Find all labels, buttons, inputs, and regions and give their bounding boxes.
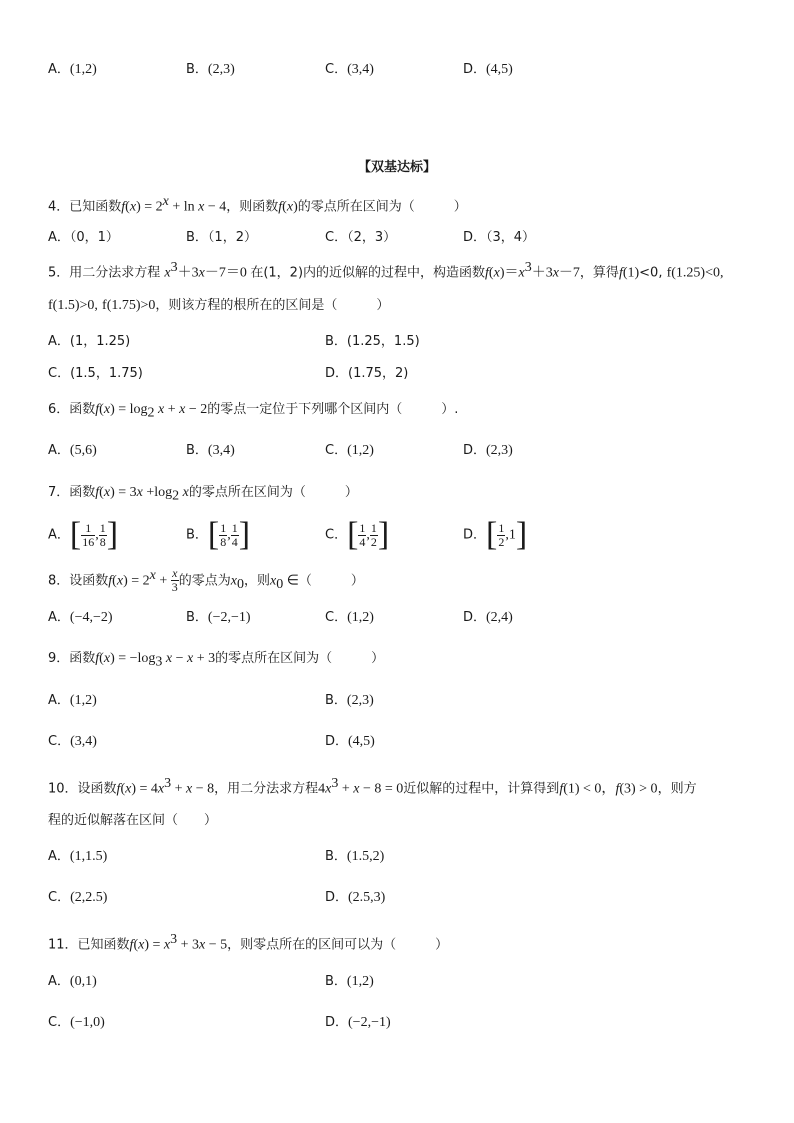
q10-stem-line1: 10．设函数$f(x) = 4x^3 + x - 8$，用二分法求方程$4x^3 + x - 8 = 0$近似解的过程中，计算得到f(1) < 0，f(3) > 0，则方 <box>48 776 697 797</box>
q3-option-b[interactable]: B．(2,3) <box>186 62 235 77</box>
q4-stem: 4．已知函数$f(x) = 2^x + \ln x - 4$，则函数f(x)的零点所在区间为（ ） <box>48 194 467 215</box>
q5-option-d[interactable]: D．(1.75，2) <box>325 366 409 381</box>
q11-option-c[interactable]: C．(−1,0) <box>48 1015 105 1030</box>
section-title: 【双基达标】 <box>357 160 436 175</box>
q6-stem: 6．函数$f(x) = \log_2 x + x - 2$的零点一定位于下列哪个区间内（ ）. <box>48 402 459 421</box>
q3-option-d[interactable]: D．(4,5) <box>463 62 513 77</box>
q6-option-a[interactable]: A．(5,6) <box>48 443 97 458</box>
q7-stem: 7．函数$f(x) = 3x +\log_2$ x的零点所在区间为（ ） <box>48 485 358 504</box>
q5-option-c[interactable]: C．(1.5，1.75) <box>48 366 143 381</box>
q5-stem-line2: f(1.5)>0, f(1.75)>0，则该方程的根所在的区间是（ ） <box>48 298 390 313</box>
q9-option-a[interactable]: A．(1,2) <box>48 693 97 708</box>
q10-stem-line2: 程的近似解落在区间（ ） <box>48 813 218 828</box>
q8-stem: 8．设函数$f(x) = 2^x$ + $\frac{x}{3}$ 的零点为$x_0$，则$x_0$ ∈（ ） <box>48 566 364 595</box>
q8-option-d[interactable]: D．(2,4) <box>463 610 513 625</box>
q11-stem: 11．已知函数$f(x) = x^3 + 3x - 5$，则零点所在的区间可以为（ ） <box>48 932 449 953</box>
q8-option-b[interactable]: B．(−2,−1) <box>186 610 251 625</box>
q5-option-a[interactable]: A．(1，1.25) <box>48 334 131 349</box>
q3-option-a[interactable]: A．(1,2) <box>48 62 97 77</box>
q4-option-b[interactable]: B．（1，2） <box>186 230 257 245</box>
q7-option-c[interactable]: C．[ $\frac{1}{4}$ , $\frac{1}{2}$ ] <box>325 516 390 553</box>
q10-option-a[interactable]: A．(1,1.5) <box>48 849 108 864</box>
q8-option-c[interactable]: C．(1,2) <box>325 610 374 625</box>
q11-option-d[interactable]: D．(−2,−1) <box>325 1015 391 1030</box>
q10-option-b[interactable]: B．(1.5,2) <box>325 849 385 864</box>
q3-option-c[interactable]: C．(3,4) <box>325 62 374 77</box>
q4-option-c[interactable]: C．（2，3） <box>325 230 397 245</box>
q7-option-a[interactable]: A．[ $\frac{1}{16}$ , $\frac{1}{8}$ ] <box>48 516 119 553</box>
q8-option-a[interactable]: A．(−4,−2) <box>48 610 113 625</box>
q9-stem: 9．函数$f(x) = -\log_3$ x − x + 3的零点所在区间为（ ） <box>48 651 385 670</box>
q5-stem-line1: 5．用二分法求方程 $x^3+3x-7=0$ 在(1，2)内的近似解的过程中，构造函数$f(x)=x^3+3x-7$，算得f(1)<0, f(1.25)<0, <box>48 260 724 281</box>
q10-option-d[interactable]: D．(2.5,3) <box>325 890 386 905</box>
q7-option-d[interactable]: D．[ $\frac{1}{2}$ ,1] <box>463 516 528 553</box>
q7-option-b[interactable]: B．[ $\frac{1}{8}$ , $\frac{1}{4}$ ] <box>186 516 251 553</box>
q9-option-b[interactable]: B．(2,3) <box>325 693 374 708</box>
q10-option-c[interactable]: C．(2,2.5) <box>48 890 108 905</box>
q9-option-c[interactable]: C．(3,4) <box>48 734 97 749</box>
q6-option-c[interactable]: C．(1,2) <box>325 443 374 458</box>
q6-option-b[interactable]: B．(3,4) <box>186 443 235 458</box>
q5-option-b[interactable]: B．(1.25，1.5) <box>325 334 420 349</box>
q4-option-d[interactable]: D．（3，4） <box>463 230 536 245</box>
q4-option-a[interactable]: A．（0，1） <box>48 230 119 245</box>
q6-option-d[interactable]: D．(2,3) <box>463 443 513 458</box>
q9-option-d[interactable]: D．(4,5) <box>325 734 375 749</box>
q11-option-b[interactable]: B．(1,2) <box>325 974 374 989</box>
q11-option-a[interactable]: A．(0,1) <box>48 974 97 989</box>
